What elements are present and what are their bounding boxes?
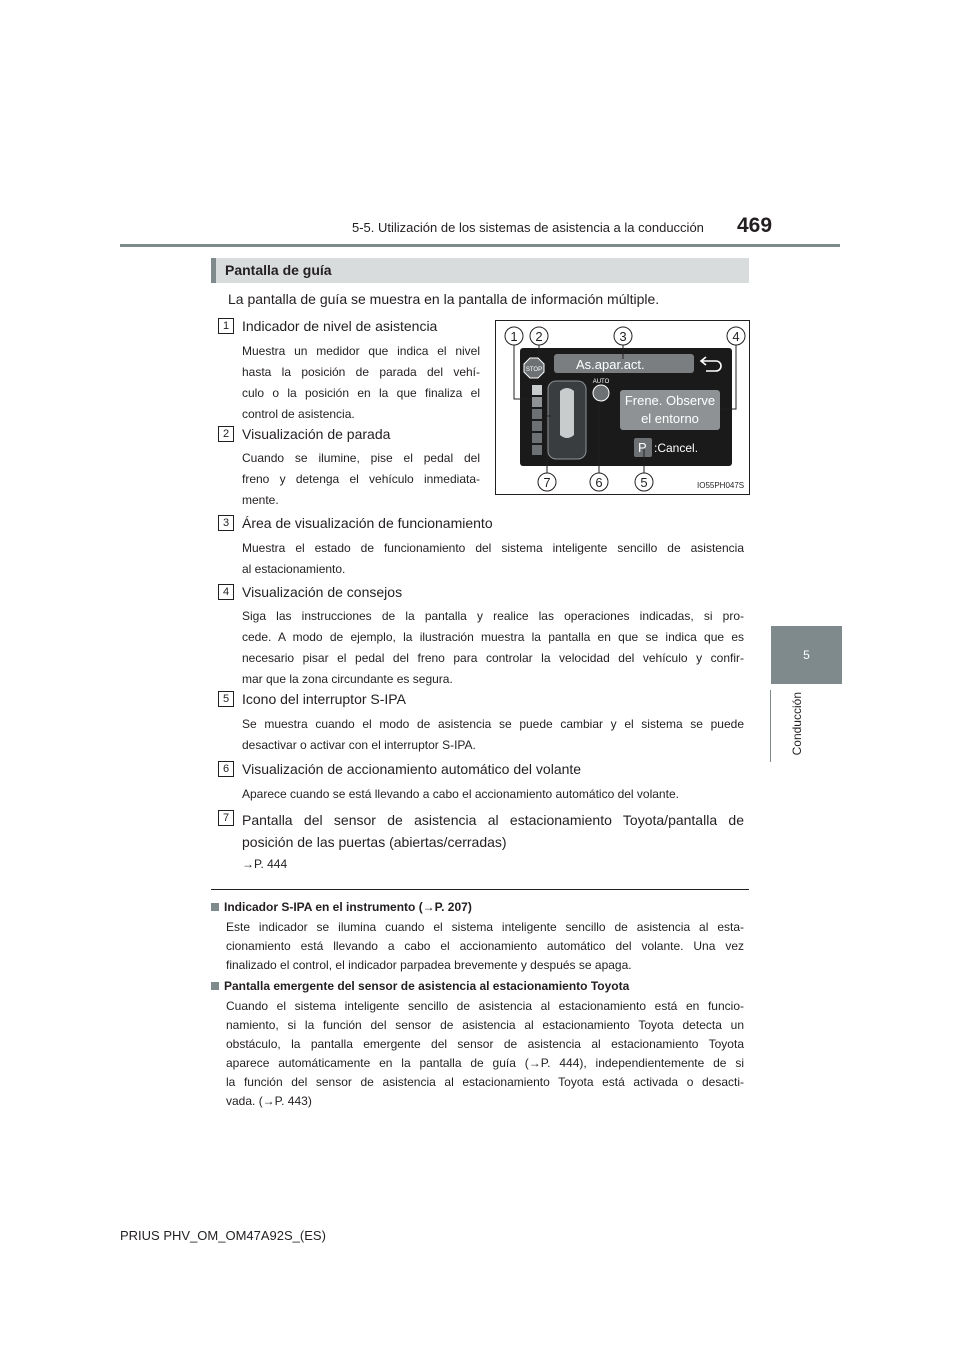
item-number-3: 3 xyxy=(218,515,234,531)
item-title-1: Indicador de nivel de asistencia xyxy=(242,318,438,334)
item-body-6: Aparece cuando se está llevando a cabo el accionamiento automático del volante. xyxy=(242,787,679,801)
cancel-label: :Cancel. xyxy=(654,441,699,455)
note-heading-2: Pantalla emergente del sensor de asistencia al estacionamiento Toyota xyxy=(211,979,629,993)
item-body-4: Siga las instrucciones de la pantalla y realice las operaciones indicadas, si pro- cede. A modo de ejemplo, la ilustración muestra la pantalla en que se indica que es necesario pisar el pedal del freno para controlar la velocidad del vehículo y confir- mar que la zona circundante es segura. xyxy=(242,609,744,686)
level-gauge-segment xyxy=(532,445,542,455)
item-body-5: Se muestra cuando el modo de asistencia se puede cambiar y el sistema se puede desactivar o activar con el interruptor S-IPA. xyxy=(242,717,744,752)
callout-6-label: 6 xyxy=(595,475,603,490)
callout-1-label: 1 xyxy=(510,329,518,344)
note-bullet-icon xyxy=(211,903,219,911)
level-gauge-segment xyxy=(532,397,542,407)
item-title-7: Pantalla del sensor de asistencia al estacionamiento Toyota/pantalla de posición de las puertas (abiertas/cerradas) xyxy=(242,812,744,850)
callout-4-label: 4 xyxy=(732,329,740,344)
item-title-3: Área de visualización de funcionamiento xyxy=(242,515,493,531)
footer-code: PRIUS PHV_OM_OM47A92S_(ES) xyxy=(120,1228,326,1243)
stop-label: STOP xyxy=(525,367,543,373)
item-body-3: Muestra el estado de funcionamiento del sistema inteligente sencillo de asistencia al estacionamiento. xyxy=(242,541,744,576)
message-line-1: Frene. Observe xyxy=(624,393,716,408)
callout-7-label: 7 xyxy=(543,475,551,490)
item-number-2: 2 xyxy=(218,426,234,442)
item-number-4: 4 xyxy=(218,584,234,600)
steering-wheel-icon xyxy=(593,385,609,401)
note-body-2: Cuando el sistema inteligente sencillo de asistencia al estacionamiento está en funcio- namiento, si la función del sensor de asistencia al estacionamiento Toyota detecta un obstáculo, la pantalla emergente del sensor de asistencia al estacionamiento Toyota aparece automáticamente en la pantalla de guía (→P. 444), independientemente de si la función del sensor de asistencia al estacionamiento Toyota está activada o desacti- vada. (→P. 443) xyxy=(226,999,744,1108)
level-gauge-segment xyxy=(532,409,542,419)
level-gauge-segment xyxy=(532,385,542,395)
item-body-7: →P. 444 xyxy=(242,857,288,871)
section-title: Pantalla de guía xyxy=(225,262,332,278)
item-title-5: Icono del interruptor S-IPA xyxy=(242,691,406,707)
item-number-1: 1 xyxy=(218,318,234,334)
p-label: P xyxy=(638,440,647,455)
item-number-6: 6 xyxy=(218,761,234,777)
level-gauge-segment xyxy=(532,433,542,443)
callout-2-label: 2 xyxy=(535,329,543,344)
message-line-2: el entorno xyxy=(641,411,699,426)
item-number-5: 5 xyxy=(218,691,234,707)
item-body-2: Cuando se ilumine, pise el pedal del freno y detenga el vehículo inmediata- mente. xyxy=(242,451,480,507)
car-top-view-icon xyxy=(560,388,574,438)
page-number: 469 xyxy=(737,214,773,237)
chapter-tab-divider xyxy=(770,690,771,762)
section-title-accent xyxy=(211,258,216,283)
guide-screen-svg xyxy=(496,321,749,494)
item-body-1: Muestra un medidor que indica el nivel hasta la posición de parada del vehí- culo o la posición en la que finaliza el control de asistencia. xyxy=(242,344,480,421)
notes-divider xyxy=(211,889,749,890)
intro-text: La pantalla de guía se muestra en la pantalla de información múltiple. xyxy=(228,291,660,307)
item-title-4: Visualización de consejos xyxy=(242,584,403,600)
note-bullet-icon xyxy=(211,982,219,990)
callout-5-label: 5 xyxy=(640,475,648,490)
level-gauge-segment xyxy=(532,421,542,431)
running-header: 5-5. Utilización de los sistemas de asistencia a la conducción xyxy=(352,220,704,235)
note-body-1: Este indicador se ilumina cuando el sistema inteligente sencillo de asistencia al esta- cionamiento está llevando a cabo el accionamiento automático del volante. Una vez finalizado el control, el indicador parpadea brevemente y después se apaga. xyxy=(226,920,744,972)
guide-screen-illustration xyxy=(495,320,750,495)
header-rule xyxy=(120,244,840,247)
figure-code: IO55PH047S xyxy=(697,481,745,490)
chapter-tab-number: 5 xyxy=(771,626,842,684)
note-heading-1: Indicador S-IPA en el instrumento (→P. 207) xyxy=(211,900,472,914)
screen-title: As.apar.act. xyxy=(576,357,645,372)
item-title-6: Visualización de accionamiento automático del volante xyxy=(242,761,582,777)
auto-label: AUTO xyxy=(592,379,610,385)
callout-3-label: 3 xyxy=(619,329,627,344)
item-title-2: Visualización de parada xyxy=(242,426,391,442)
item-number-7: 7 xyxy=(218,810,234,826)
chapter-tab-label: Conducción xyxy=(790,692,804,756)
